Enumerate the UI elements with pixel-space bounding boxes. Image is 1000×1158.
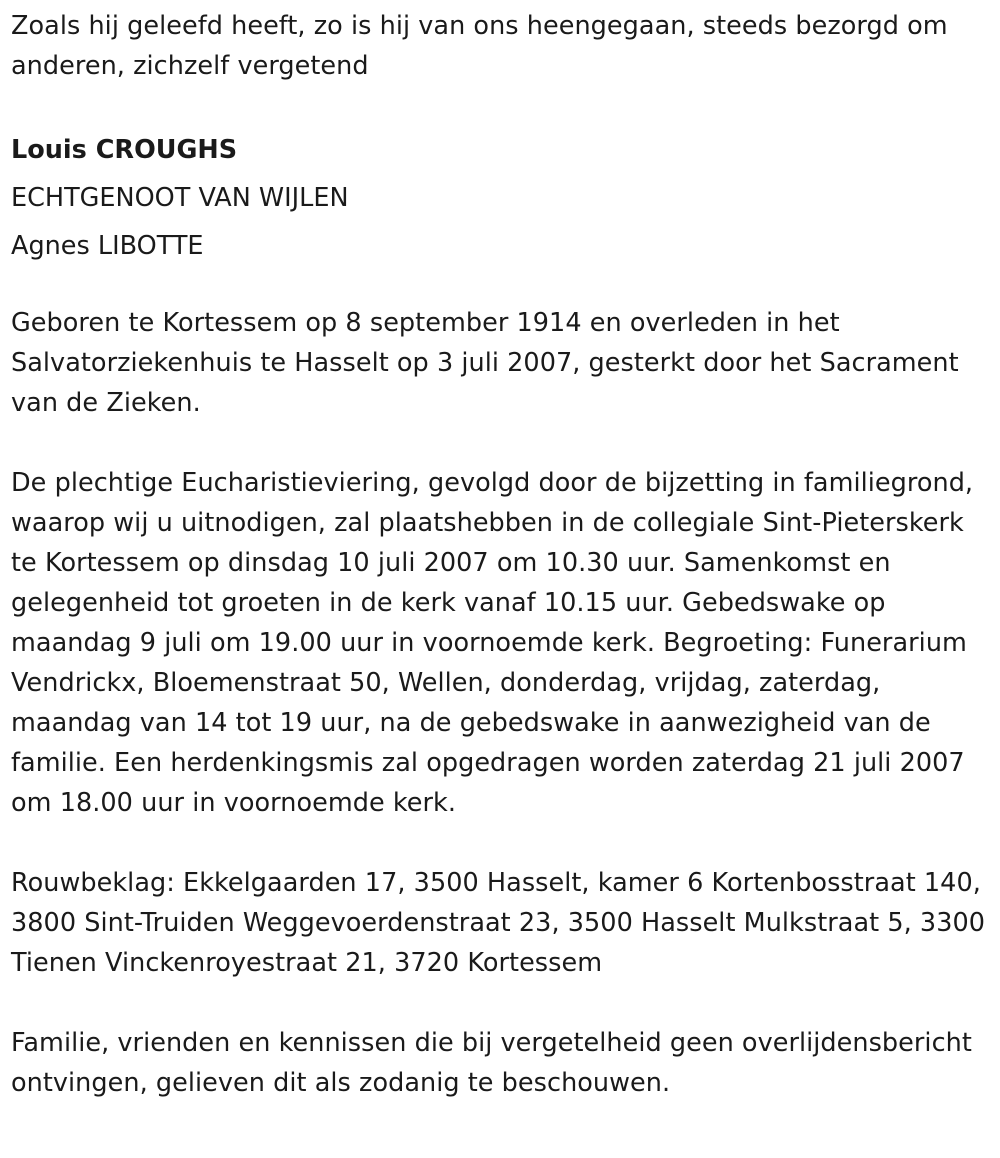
spacer bbox=[11, 86, 990, 126]
birth-death-paragraph: Geboren te Kortessem op 8 september 1914 en overleden in het Salvatorziekenhuis te Hasselt op 3 juli 2007, gesterkt door het Sacrament van de Zieken. bbox=[11, 308, 959, 418]
spacer bbox=[11, 983, 990, 1023]
closing-note: Familie, vrienden en kennissen die bij vergetelheid geen overlijdensbericht ontvingen, gelieven dit als zodanig te beschouwen. bbox=[11, 1028, 972, 1098]
relation-label: ECHTGENOOT VAN WIJLEN bbox=[11, 183, 349, 213]
spacer bbox=[11, 270, 990, 303]
condolence-addresses: Rouwbeklag: Ekkelgaarden 17, 3500 Hasselt, kamer 6 Kortenbosstraat 140, 3800 Sint-Truiden Weggevoerdenstraat 23, 3500 Hasselt Mulkstraat 5, 3300 Tienen Vinckenroyestraat 21, 3720 Kortessem bbox=[11, 868, 986, 978]
spouse-name: Agnes LIBOTTE bbox=[11, 231, 204, 261]
intro-quote: Zoals hij geleefd heeft, zo is hij van ons heengegaan, steeds bezorgd om anderen, zichzelf vergetend bbox=[11, 11, 948, 81]
deceased-name: Louis CROUGHS bbox=[11, 135, 238, 165]
spacer bbox=[11, 823, 990, 863]
spacer bbox=[11, 423, 990, 463]
ceremony-paragraph: De plechtige Eucharistieviering, gevolgd door de bijzetting in familiegrond, waarop wij u uitnodigen, zal plaatshebben in de collegiale Sint-Pieterskerk te Kortessem op dinsdag 10 juli 2007 om 10.30 uur. Samenkomst en gelegenheid tot groeten in de kerk vanaf 10.15 uur. Gebedswake op maandag 9 juli om 19.00 uur in voornoemde kerk. Begroeting: Funerarium Vendrickx, Bloemenstraat 50, Wellen, donderdag, vrijdag, zaterdag, maandag van 14 tot 19 uur, na de gebedswake in aanwezigheid van de familie. Een herdenkingsmis zal opgedragen worden zaterdag 21 juli 2007 om 18.00 uur in voornoemde kerk. bbox=[11, 468, 974, 818]
